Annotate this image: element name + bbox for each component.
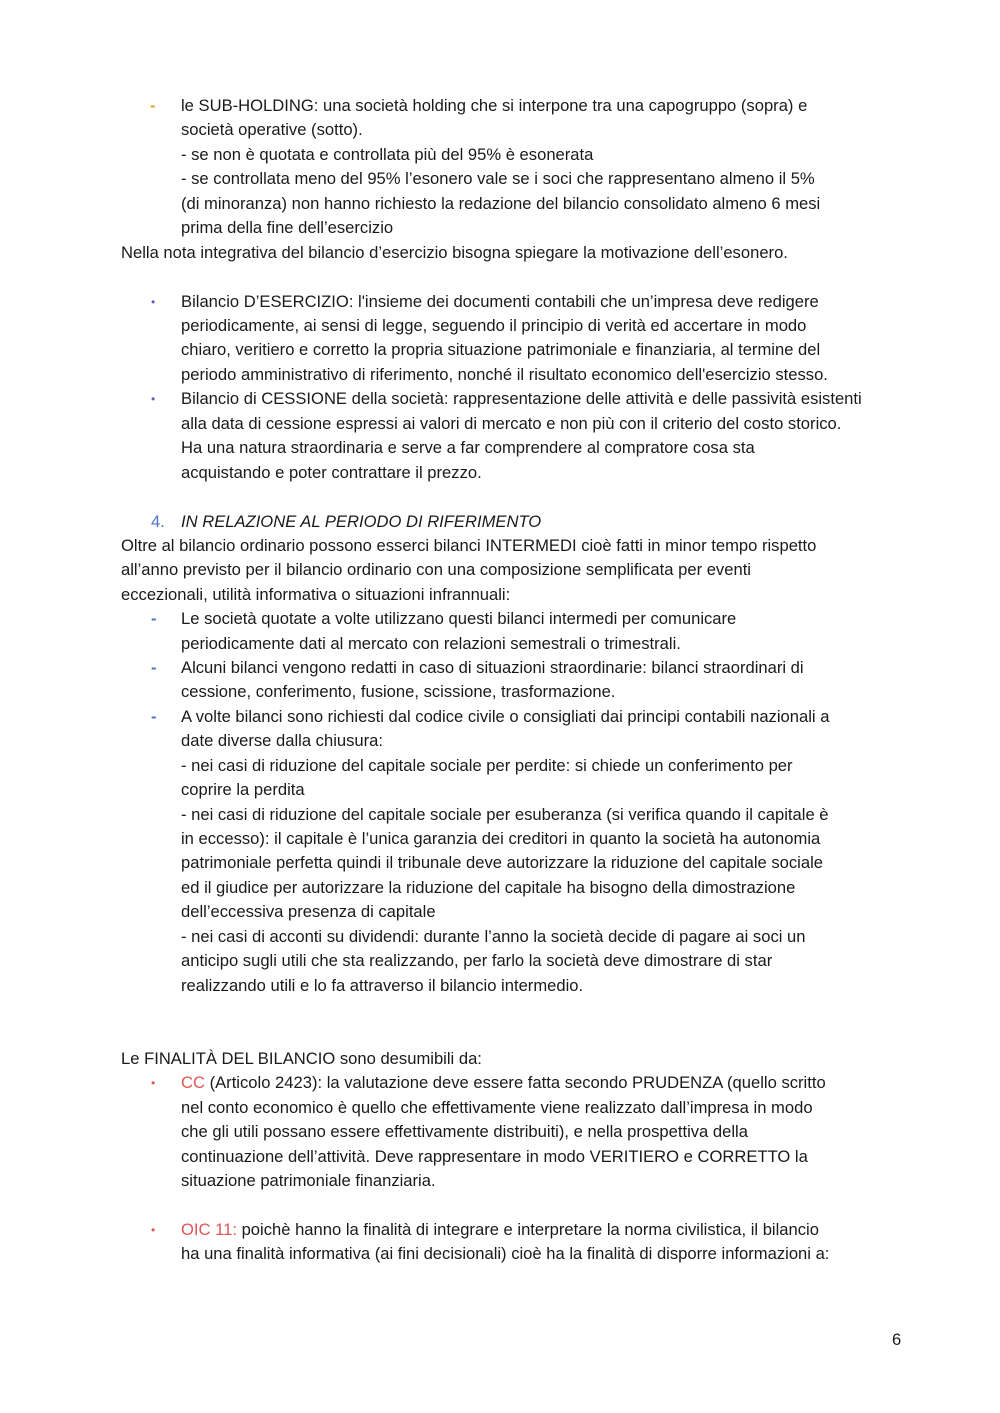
- bullet-dot: •: [151, 295, 156, 309]
- list-item-line: - nei casi di riduzione del capitale sociale per esuberanza (si verifica quando il capitale è: [181, 805, 829, 824]
- list-item-line: - nei casi di acconti su dividendi: durante l’anno la società decide di pagare ai soci un: [181, 927, 806, 946]
- list-item-line: ed il giudice per autorizzare la riduzione del capitale ha bisogno della dimostrazione: [181, 878, 796, 897]
- bullet-dot: •: [151, 392, 156, 406]
- oic-label: OIC 11:: [181, 1220, 237, 1239]
- cc-text: (Articolo 2423): la valutazione deve essere fatta secondo PRUDENZA (quello scritto: [204, 1073, 826, 1092]
- list-item-line: Alcuni bilanci vengono redatti in caso di situazioni straordinarie: bilanci straordinari di: [181, 658, 804, 677]
- cc-line: nel conto economico è quello che effettivamente viene realizzato dall’impresa in modo: [181, 1098, 813, 1117]
- sub-holding-line: (di minoranza) non hanno richiesto la redazione del bilancio consolidato almeno 6 mesi: [181, 194, 821, 213]
- cc-line: situazione patrimoniale finanziaria.: [181, 1171, 436, 1190]
- sub-holding-line: - se non è quotata e controllata più del 95% è esonerata: [181, 145, 594, 164]
- list-item-line: A volte bilanci sono richiesti dal codice civile o consigliati dai principi contabili nazionali a: [181, 707, 830, 726]
- bilancio-cessione-line: alla data di cessione espressi ai valori di mercato e non più con il criterio del costo storico.: [181, 414, 842, 433]
- list-item-line: Le società quotate a volte utilizzano questi bilanci intermedi per comunicare: [181, 609, 737, 628]
- list-item-line: coprire la perdita: [181, 780, 305, 799]
- section-heading: IN RELAZIONE AL PERIODO DI RIFERIMENTO: [181, 512, 542, 531]
- cc-label: CC: [181, 1073, 205, 1092]
- sub-holding-line: società operative (sotto).: [181, 120, 363, 139]
- list-item-line: - nei casi di riduzione del capitale sociale per perdite: si chiede un conferimento per: [181, 756, 793, 775]
- list-item-line: dell’eccessiva presenza di capitale: [181, 902, 436, 921]
- list-item-line: realizzando utili e lo fa attraverso il bilancio intermedio.: [181, 976, 584, 995]
- list-dash-marker: -: [151, 609, 157, 628]
- list-dash-marker: -: [150, 96, 156, 115]
- bilancio-cessione-line: Ha una natura straordinaria e serve a far comprendere al compratore cosa sta: [181, 438, 755, 457]
- sub-holding-line: prima della fine dell’esercizio: [181, 218, 394, 237]
- page-number: 6: [892, 1330, 902, 1349]
- list-item-line: cessione, conferimento, fusione, scissione, trasformazione.: [181, 682, 616, 701]
- bilancio-esercizio-line: chiaro, veritiero e corretto la propria situazione patrimoniale e finanziaria, al termine del: [181, 340, 821, 359]
- list-item-line: date diverse dalla chiusura:: [181, 731, 384, 750]
- nota-integrativa-paragraph: Nella nota integrativa del bilancio d’esercizio bisogna spiegare la motivazione dell’esonero.: [121, 243, 788, 262]
- cc-line: continuazione dell’attività. Deve rappresentare in modo VERITIERO e CORRETTO la: [181, 1147, 808, 1166]
- bilancio-cessione-line: Bilancio di CESSIONE della società: rappresentazione delle attività e delle passività esistenti: [181, 389, 862, 408]
- finalita-intro: Le FINALITÀ DEL BILANCIO sono desumibili da:: [121, 1049, 482, 1068]
- bullet-dot: •: [151, 1223, 156, 1237]
- cc-line: [181, 1071, 826, 1095]
- oic-line: ha una finalità informativa (ai fini decisionali) cioè ha la finalità di disporre informazioni a:: [181, 1244, 830, 1263]
- bullet-dot: •: [151, 1076, 156, 1090]
- bilancio-esercizio-line: Bilancio D’ESERCIZIO: l'insieme dei documenti contabili che un’impresa deve redigere: [181, 292, 819, 311]
- oic-text: poichè hanno la finalità di integrare e interpretare la norma civilistica, il bilancio: [236, 1220, 819, 1239]
- intermedi-intro-line: all’anno previsto per il bilancio ordinario con una composizione semplificata per eventi: [121, 560, 751, 579]
- list-dash-marker: -: [151, 658, 157, 677]
- bilancio-cessione-line: acquistando e poter contrattare il prezzo.: [181, 463, 482, 482]
- intermedi-intro-line: Oltre al bilancio ordinario possono esserci bilanci INTERMEDI cioè fatti in minor tempo rispetto: [121, 536, 817, 555]
- list-item-line: in eccesso): il capitale è l’unica garanzia dei creditori in quanto la società ha autonomia: [181, 829, 821, 848]
- bilancio-esercizio-line: periodicamente, ai sensi di legge, seguendo il principio di verità ed accertare in modo: [181, 316, 807, 335]
- intermedi-intro-line: eccezionali, utilità informativa o situazioni infrannuali:: [121, 585, 511, 604]
- sub-holding-line: le SUB-HOLDING: una società holding che si interpone tra una capogruppo (sopra) e: [181, 96, 808, 115]
- list-dash-marker: -: [151, 707, 157, 726]
- sub-holding-line: - se controllata meno del 95% l’esonero vale se i soci che rappresentano almeno il 5%: [181, 169, 815, 188]
- bilancio-esercizio-line: periodo amministrativo di riferimento, nonché il risultato economico dell'esercizio stesso.: [181, 365, 828, 384]
- list-item-line: patrimoniale perfetta quindi il tribunale deve autorizzare la riduzione del capitale sociale: [181, 853, 824, 872]
- cc-line: che gli utili possano essere effettivamente distribuiti), e nella prospettiva della: [181, 1122, 748, 1141]
- list-item-line: anticipo sugli utili che sta realizzando, per farlo la società deve dimostrare di star: [181, 951, 773, 970]
- section-number: 4.: [151, 512, 165, 531]
- oic-line: [181, 1218, 819, 1242]
- list-item-line: periodicamente dati al mercato con relazioni semestrali o trimestrali.: [181, 634, 681, 653]
